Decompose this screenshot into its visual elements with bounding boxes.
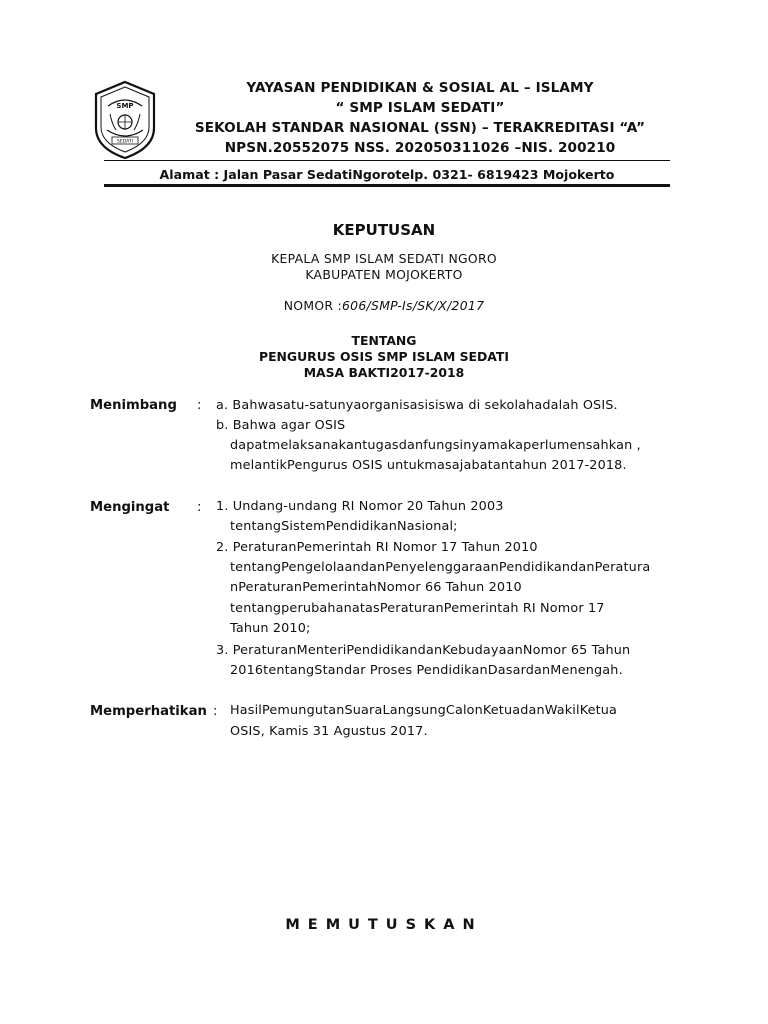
header-divider-thin [104,160,670,161]
mengingat-item-2-cont-2: nPeraturanPemerintahNomor 66 Tahun 2010 [230,580,522,595]
school-name: “ SMP ISLAM SEDATI” [335,100,505,116]
mengingat-item-2-cont-1: tentangPengelolaandanPenyelenggaraanPendidikandanPeratura [230,560,651,575]
memperhatikan-line-1: HasilPemungutanSuaraLangsungCalonKetuadanWakilKetua [230,703,618,718]
school-status: SEKOLAH STANDAR NASIONAL (SSN) – TERAKREDITASI “A” [194,120,646,136]
decision-number-value: 606/SMP-Is/SK/X/2017 [342,298,485,313]
decision-number [0,298,768,313]
subject-line-1: PENGURUS OSIS SMP ISLAM SEDATI [259,349,509,364]
menimbang-item-b-cont-2: melantikPengurus OSIS untukmasajabatantahun 2017-2018. [230,458,627,473]
logo-text-top: SMP [116,102,134,110]
memperhatikan-colon: : [213,704,218,719]
letterhead [170,78,670,158]
decision-region: KABUPATEN MOJOKERTO [305,267,463,282]
menimbang-item-b-cont-1: dapatmelaksanakantugasdanfungsinyamakaperlumensahkan , [230,438,641,453]
foundation-name: YAYASAN PENDIDIKAN & SOSIAL AL – ISLAMY [246,80,594,96]
mengingat-colon: : [197,500,202,515]
menimbang-item-a: a. Bahwasatu-satunyaorganisasisiswa di sekolahadalah OSIS. [216,398,618,413]
mengingat-item-2-cont-4: Tahun 2010; [230,621,311,636]
mengingat-item-2: 2. PeraturanPemerintah RI Nomor 17 Tahun 2010 [216,540,538,555]
menimbang-label: Menimbang [90,398,177,413]
mengingat-item-1: 1. Undang-undang RI Nomor 20 Tahun 2003 [216,499,504,514]
decision-subject [0,333,768,381]
mengingat-item-2-cont-3: tentangperubahanatasPeraturanPemerintah RI Nomor 17 [230,601,605,616]
mengingat-item-3-cont: 2016tentangStandar Proses PendidikanDasardanMenengah. [230,663,623,678]
mengingat-label: Mengingat [90,500,170,515]
subject-line-2: MASA BAKTI2017-2018 [303,365,465,380]
school-address: Alamat : Jalan Pasar SedatiNgorotelp. 0321- 6819423 Mojokerto [159,167,615,182]
menimbang-colon: : [197,398,202,413]
school-ids: NPSN.20552075 NSS. 202050311026 –NIS. 200210 [224,140,616,156]
mengingat-item-1-cont: tentangSistemPendidikanNasional; [230,519,458,534]
tentang-heading: TENTANG [351,333,417,348]
mengingat-item-3: 3. PeraturanMenteriPendidikandanKebudayaanNomor 65 Tahun [216,643,631,658]
memperhatikan-label: Memperhatikan [90,704,207,719]
school-logo-icon [92,80,158,160]
logo-text-bottom: SEDATI [116,139,134,145]
header-divider-thick [104,184,670,187]
decision-number-label: NOMOR : [283,298,342,313]
memutuskan-heading: MEMUTUSKAN [285,917,483,933]
menimbang-item-b: b. Bahwa agar OSIS [216,418,346,433]
decision-issuer: KEPALA SMP ISLAM SEDATI NGORO [271,251,497,266]
decision-title: KEPUTUSAN [332,221,436,239]
memperhatikan-line-2: OSIS, Kamis 31 Agustus 2017. [230,724,428,739]
